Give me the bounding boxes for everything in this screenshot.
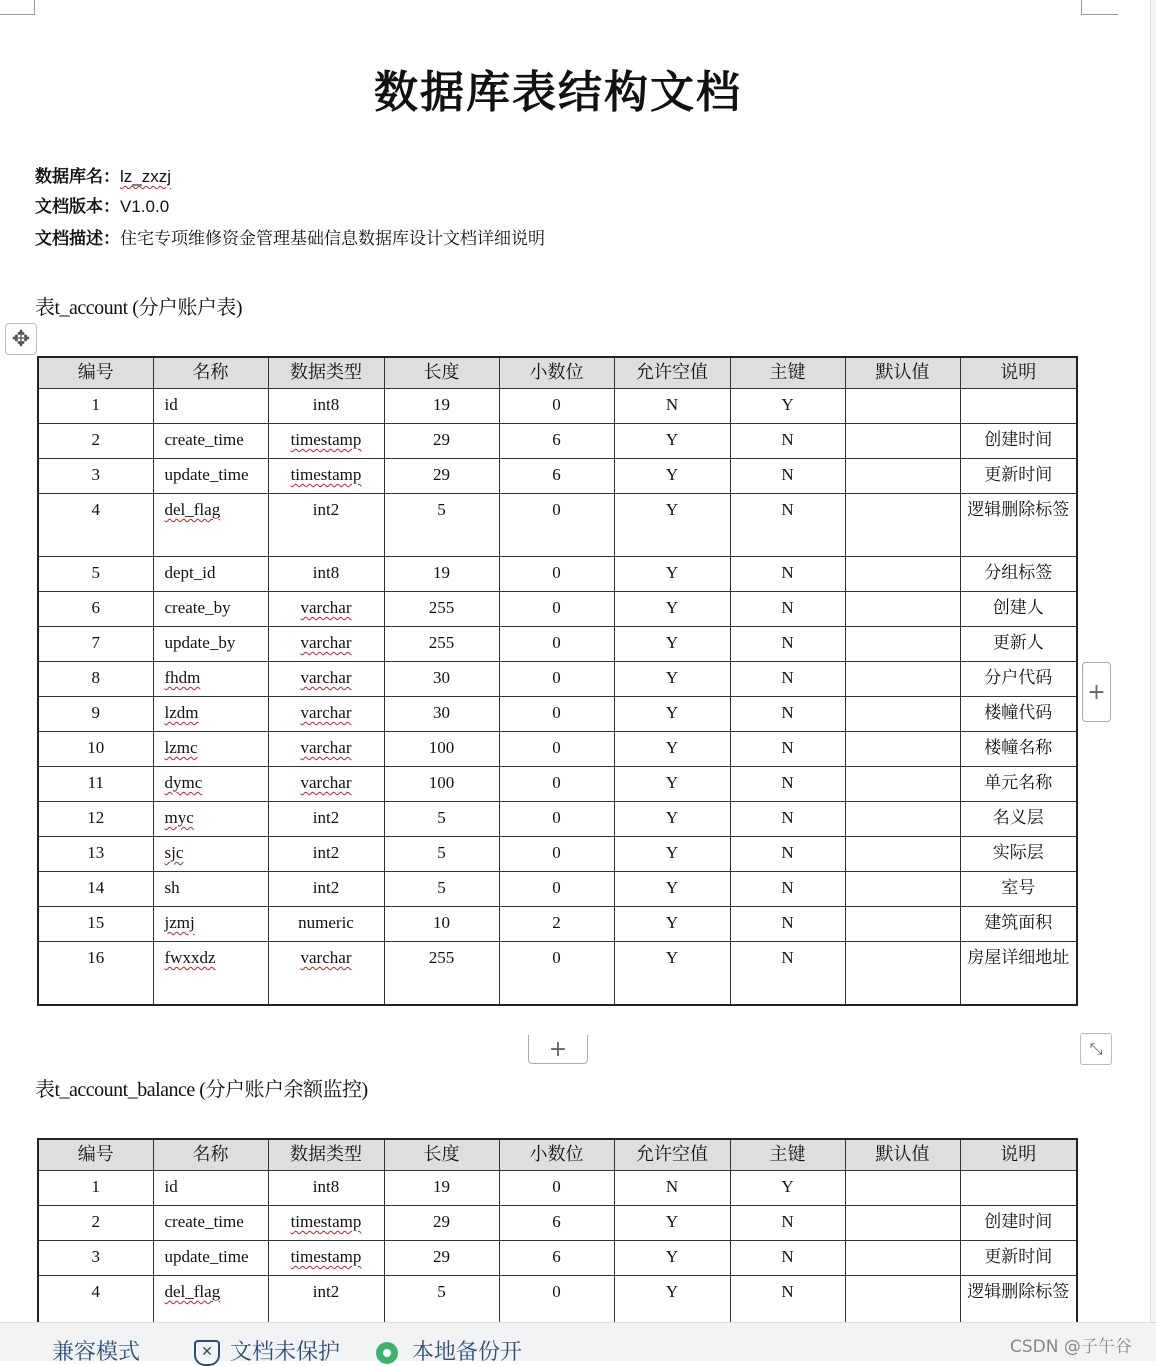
cell-nullable: Y bbox=[614, 907, 730, 942]
cell-default bbox=[845, 424, 960, 459]
cell-name: id bbox=[153, 389, 268, 424]
shield-icon: ✕ bbox=[194, 1340, 220, 1366]
cell-nullable: Y bbox=[614, 662, 730, 697]
cell-pk: N bbox=[730, 697, 845, 732]
cell-scale: 6 bbox=[499, 1206, 614, 1241]
cell-pk: N bbox=[730, 837, 845, 872]
cell-no: 16 bbox=[38, 942, 153, 1006]
cell-name: update_time bbox=[153, 1241, 268, 1276]
cell-default bbox=[845, 1171, 960, 1206]
cell-name: fwxxdz bbox=[153, 942, 268, 1006]
doc-desc-line bbox=[35, 224, 545, 249]
table-resize-handle[interactable] bbox=[1080, 1033, 1112, 1065]
cell-default bbox=[845, 459, 960, 494]
cell-scale: 0 bbox=[499, 557, 614, 592]
cell-scale: 0 bbox=[499, 802, 614, 837]
cell-length: 255 bbox=[384, 627, 499, 662]
cell-default bbox=[845, 872, 960, 907]
cell-length: 29 bbox=[384, 424, 499, 459]
cell-type: int8 bbox=[268, 389, 384, 424]
cell-pk: Y bbox=[730, 389, 845, 424]
cell-desc: 分组标签 bbox=[960, 557, 1077, 592]
cell-default bbox=[845, 557, 960, 592]
cell-scale: 0 bbox=[499, 1276, 614, 1340]
doc-version-line bbox=[35, 192, 169, 217]
cell-no: 3 bbox=[38, 1241, 153, 1276]
cell-name: sh bbox=[153, 872, 268, 907]
cell-desc: 室号 bbox=[960, 872, 1077, 907]
cell-name: del_flag bbox=[153, 494, 268, 557]
cell-name: create_by bbox=[153, 592, 268, 627]
cell-no: 9 bbox=[38, 697, 153, 732]
cell-name: sjc bbox=[153, 837, 268, 872]
cell-type: varchar bbox=[268, 732, 384, 767]
cell-no: 2 bbox=[38, 1206, 153, 1241]
cell-scale: 0 bbox=[499, 942, 614, 1006]
table-row bbox=[38, 389, 1077, 424]
cell-no: 11 bbox=[38, 767, 153, 802]
move-icon: ✥ bbox=[11, 326, 31, 352]
cell-no: 10 bbox=[38, 732, 153, 767]
header-desc: 说明 bbox=[960, 1139, 1077, 1171]
cell-scale: 0 bbox=[499, 732, 614, 767]
header-no: 编号 bbox=[38, 357, 153, 389]
cell-desc: 建筑面积 bbox=[960, 907, 1077, 942]
cell-nullable: Y bbox=[614, 1206, 730, 1241]
doc-desc-value: 住宅专项维修资金管理基础信息数据库设计文档详细说明 bbox=[120, 229, 545, 249]
cell-length: 255 bbox=[384, 592, 499, 627]
cell-default bbox=[845, 592, 960, 627]
header-nullable: 允许空值 bbox=[614, 1139, 730, 1171]
table-row bbox=[38, 1206, 1077, 1241]
cell-scale: 6 bbox=[499, 424, 614, 459]
table2 bbox=[37, 1138, 1078, 1340]
cell-default bbox=[845, 767, 960, 802]
cell-type: timestamp bbox=[268, 424, 384, 459]
cell-type: int2 bbox=[268, 494, 384, 557]
document-title: 数据库表结构文档 bbox=[374, 67, 742, 118]
cell-pk: N bbox=[730, 662, 845, 697]
protect-status[interactable] bbox=[194, 1335, 340, 1366]
cell-name: update_by bbox=[153, 627, 268, 662]
cell-nullable: Y bbox=[614, 459, 730, 494]
status-bar bbox=[0, 1322, 1156, 1365]
page-corner-mark bbox=[0, 0, 35, 15]
cell-scale: 2 bbox=[499, 907, 614, 942]
table-header-row bbox=[38, 1139, 1077, 1171]
header-pk: 主键 bbox=[730, 1139, 845, 1171]
cell-pk: N bbox=[730, 627, 845, 662]
cell-default bbox=[845, 942, 960, 1006]
cell-length: 5 bbox=[384, 872, 499, 907]
table-row bbox=[38, 907, 1077, 942]
doc-version-label: 文档版本： bbox=[35, 197, 120, 217]
cell-scale: 0 bbox=[499, 662, 614, 697]
table-header-row bbox=[38, 357, 1077, 389]
cell-length: 5 bbox=[384, 802, 499, 837]
cell-name: create_time bbox=[153, 1206, 268, 1241]
header-length: 长度 bbox=[384, 357, 499, 389]
cell-nullable: Y bbox=[614, 557, 730, 592]
cell-type: numeric bbox=[268, 907, 384, 942]
db-name-label: 数据库名： bbox=[35, 167, 120, 187]
add-row-button[interactable] bbox=[528, 1035, 588, 1064]
cell-desc: 更新时间 bbox=[960, 1241, 1077, 1276]
table-row bbox=[38, 1171, 1077, 1206]
header-name: 名称 bbox=[153, 1139, 268, 1171]
header-default: 默认值 bbox=[845, 357, 960, 389]
cell-desc: 楼幢代码 bbox=[960, 697, 1077, 732]
cell-scale: 0 bbox=[499, 872, 614, 907]
table-row bbox=[38, 697, 1077, 732]
cell-type: varchar bbox=[268, 662, 384, 697]
cell-scale: 0 bbox=[499, 627, 614, 662]
cell-nullable: Y bbox=[614, 802, 730, 837]
plus-icon: + bbox=[548, 1036, 568, 1062]
cell-length: 100 bbox=[384, 767, 499, 802]
cell-no: 5 bbox=[38, 557, 153, 592]
cell-length: 5 bbox=[384, 1276, 499, 1340]
cell-name: jzmj bbox=[153, 907, 268, 942]
cell-type: int2 bbox=[268, 802, 384, 837]
cell-type: int2 bbox=[268, 837, 384, 872]
add-column-button[interactable] bbox=[1082, 662, 1111, 722]
cell-name: fhdm bbox=[153, 662, 268, 697]
cell-default bbox=[845, 494, 960, 557]
cell-desc: 逻辑删除标签 bbox=[960, 494, 1077, 557]
cell-default bbox=[845, 1206, 960, 1241]
cell-desc: 名义层 bbox=[960, 802, 1077, 837]
cell-scale: 0 bbox=[499, 1171, 614, 1206]
cell-default bbox=[845, 662, 960, 697]
cell-pk: N bbox=[730, 802, 845, 837]
cell-pk: N bbox=[730, 557, 845, 592]
cell-pk: Y bbox=[730, 1171, 845, 1206]
table-row bbox=[38, 459, 1077, 494]
cell-name: lzmc bbox=[153, 732, 268, 767]
compat-mode-status[interactable]: 兼容模式 bbox=[52, 1340, 141, 1365]
cell-pk: N bbox=[730, 732, 845, 767]
cell-desc: 创建时间 bbox=[960, 424, 1077, 459]
cell-type: int2 bbox=[268, 872, 384, 907]
cell-pk: N bbox=[730, 1206, 845, 1241]
status-dot-icon bbox=[376, 1342, 398, 1364]
cell-desc: 更新人 bbox=[960, 627, 1077, 662]
cell-length: 29 bbox=[384, 1206, 499, 1241]
cell-length: 5 bbox=[384, 837, 499, 872]
cell-no: 1 bbox=[38, 389, 153, 424]
cell-desc: 实际层 bbox=[960, 837, 1077, 872]
backup-status[interactable] bbox=[376, 1335, 522, 1366]
cell-nullable: Y bbox=[614, 942, 730, 1006]
cell-no: 6 bbox=[38, 592, 153, 627]
cell-name: del_flag bbox=[153, 1276, 268, 1340]
cell-no: 2 bbox=[38, 424, 153, 459]
cell-length: 255 bbox=[384, 942, 499, 1006]
table-row bbox=[38, 627, 1077, 662]
cell-desc: 创建人 bbox=[960, 592, 1077, 627]
cell-default bbox=[845, 837, 960, 872]
cell-length: 30 bbox=[384, 662, 499, 697]
backup-status-label: 本地备份开 bbox=[412, 1340, 523, 1365]
cell-no: 13 bbox=[38, 837, 153, 872]
header-scale: 小数位 bbox=[499, 1139, 614, 1171]
cell-desc bbox=[960, 1171, 1077, 1206]
cell-pk: N bbox=[730, 592, 845, 627]
cell-pk: N bbox=[730, 1276, 845, 1340]
header-no: 编号 bbox=[38, 1139, 153, 1171]
cell-pk: N bbox=[730, 942, 845, 1006]
cell-name: dymc bbox=[153, 767, 268, 802]
cell-pk: N bbox=[730, 1241, 845, 1276]
table-row bbox=[38, 557, 1077, 592]
cell-type: int8 bbox=[268, 1171, 384, 1206]
cell-no: 12 bbox=[38, 802, 153, 837]
doc-version-value: V1.0.0 bbox=[120, 197, 170, 216]
cell-scale: 0 bbox=[499, 837, 614, 872]
cell-default bbox=[845, 802, 960, 837]
cell-type: timestamp bbox=[268, 1241, 384, 1276]
cell-nullable: N bbox=[614, 1171, 730, 1206]
cell-no: 3 bbox=[38, 459, 153, 494]
cell-name: create_time bbox=[153, 424, 268, 459]
cell-default bbox=[845, 627, 960, 662]
cell-nullable: Y bbox=[614, 837, 730, 872]
cell-type: int8 bbox=[268, 557, 384, 592]
cell-type: varchar bbox=[268, 697, 384, 732]
table-row bbox=[38, 1241, 1077, 1276]
cell-type: timestamp bbox=[268, 459, 384, 494]
cell-scale: 6 bbox=[499, 1241, 614, 1276]
db-name-line bbox=[35, 162, 171, 187]
expand-icon: ⤡ bbox=[1089, 1039, 1103, 1058]
cell-desc: 创建时间 bbox=[960, 1206, 1077, 1241]
cell-length: 5 bbox=[384, 494, 499, 557]
cell-pk: N bbox=[730, 459, 845, 494]
cell-nullable: N bbox=[614, 389, 730, 424]
table-row bbox=[38, 662, 1077, 697]
cell-scale: 0 bbox=[499, 767, 614, 802]
cell-no: 1 bbox=[38, 1171, 153, 1206]
cell-length: 19 bbox=[384, 1171, 499, 1206]
cell-no: 4 bbox=[38, 494, 153, 557]
cell-length: 10 bbox=[384, 907, 499, 942]
cell-pk: N bbox=[730, 424, 845, 459]
cell-nullable: Y bbox=[614, 697, 730, 732]
table-row bbox=[38, 732, 1077, 767]
cell-pk: N bbox=[730, 767, 845, 802]
cell-nullable: Y bbox=[614, 592, 730, 627]
cell-default bbox=[845, 1241, 960, 1276]
cell-nullable: Y bbox=[614, 424, 730, 459]
cell-no: 15 bbox=[38, 907, 153, 942]
cell-default bbox=[845, 697, 960, 732]
table-row bbox=[38, 424, 1077, 459]
page-corner-mark bbox=[1081, 0, 1118, 15]
cell-desc: 逻辑删除标签 bbox=[960, 1276, 1077, 1340]
table-row bbox=[38, 767, 1077, 802]
cell-desc: 分户代码 bbox=[960, 662, 1077, 697]
doc-desc-label: 文档描述： bbox=[35, 229, 120, 249]
cell-default bbox=[845, 732, 960, 767]
header-pk: 主键 bbox=[730, 357, 845, 389]
cell-nullable: Y bbox=[614, 767, 730, 802]
cell-type: varchar bbox=[268, 627, 384, 662]
cell-desc: 楼幢名称 bbox=[960, 732, 1077, 767]
page-edge bbox=[1150, 0, 1156, 1322]
table-row bbox=[38, 872, 1077, 907]
cell-length: 19 bbox=[384, 557, 499, 592]
cell-no: 7 bbox=[38, 627, 153, 662]
cell-pk: N bbox=[730, 494, 845, 557]
cell-type: int2 bbox=[268, 1276, 384, 1340]
header-type: 数据类型 bbox=[268, 357, 384, 389]
cell-length: 100 bbox=[384, 732, 499, 767]
header-scale: 小数位 bbox=[499, 357, 614, 389]
header-default: 默认值 bbox=[845, 1139, 960, 1171]
cell-length: 29 bbox=[384, 459, 499, 494]
cell-scale: 0 bbox=[499, 697, 614, 732]
cell-length: 30 bbox=[384, 697, 499, 732]
cell-type: timestamp bbox=[268, 1206, 384, 1241]
cell-nullable: Y bbox=[614, 1241, 730, 1276]
cell-name: myc bbox=[153, 802, 268, 837]
cell-desc: 房屋详细地址 bbox=[960, 942, 1077, 1006]
cell-type: varchar bbox=[268, 942, 384, 1006]
cell-nullable: Y bbox=[614, 1276, 730, 1340]
cell-desc bbox=[960, 389, 1077, 424]
cell-pk: N bbox=[730, 872, 845, 907]
cell-scale: 0 bbox=[499, 494, 614, 557]
header-length: 长度 bbox=[384, 1139, 499, 1171]
table-move-handle[interactable] bbox=[5, 323, 37, 355]
cell-name: lzdm bbox=[153, 697, 268, 732]
protect-status-label: 文档未保护 bbox=[230, 1340, 341, 1365]
header-desc: 说明 bbox=[960, 357, 1077, 389]
cell-no: 8 bbox=[38, 662, 153, 697]
table1-heading: 表t_account (分户账户表) bbox=[35, 297, 243, 319]
cell-no: 4 bbox=[38, 1276, 153, 1340]
plus-icon: + bbox=[1087, 679, 1106, 705]
cell-desc: 更新时间 bbox=[960, 459, 1077, 494]
cell-nullable: Y bbox=[614, 872, 730, 907]
cell-no: 14 bbox=[38, 872, 153, 907]
header-nullable: 允许空值 bbox=[614, 357, 730, 389]
table-row bbox=[38, 494, 1077, 557]
cell-length: 19 bbox=[384, 389, 499, 424]
cell-nullable: Y bbox=[614, 732, 730, 767]
table-row bbox=[38, 592, 1077, 627]
cell-type: varchar bbox=[268, 767, 384, 802]
cell-scale: 0 bbox=[499, 389, 614, 424]
cell-scale: 0 bbox=[499, 592, 614, 627]
table-row bbox=[38, 802, 1077, 837]
header-name: 名称 bbox=[153, 357, 268, 389]
table2-heading: 表t_account_balance (分户账户余额监控) bbox=[35, 1079, 368, 1101]
cell-scale: 6 bbox=[499, 459, 614, 494]
cell-length: 29 bbox=[384, 1241, 499, 1276]
watermark: CSDN @子午谷 bbox=[1010, 1337, 1132, 1357]
cell-pk: N bbox=[730, 907, 845, 942]
cell-nullable: Y bbox=[614, 494, 730, 557]
db-name-value: lz_zxzj bbox=[120, 167, 172, 186]
cell-name: update_time bbox=[153, 459, 268, 494]
cell-name: dept_id bbox=[153, 557, 268, 592]
cell-type: varchar bbox=[268, 592, 384, 627]
table-row bbox=[38, 837, 1077, 872]
cell-default bbox=[845, 907, 960, 942]
cell-name: id bbox=[153, 1171, 268, 1206]
cell-desc: 单元名称 bbox=[960, 767, 1077, 802]
cell-default bbox=[845, 389, 960, 424]
header-type: 数据类型 bbox=[268, 1139, 384, 1171]
table-row bbox=[38, 942, 1077, 1006]
table1 bbox=[37, 356, 1078, 1006]
cell-nullable: Y bbox=[614, 627, 730, 662]
